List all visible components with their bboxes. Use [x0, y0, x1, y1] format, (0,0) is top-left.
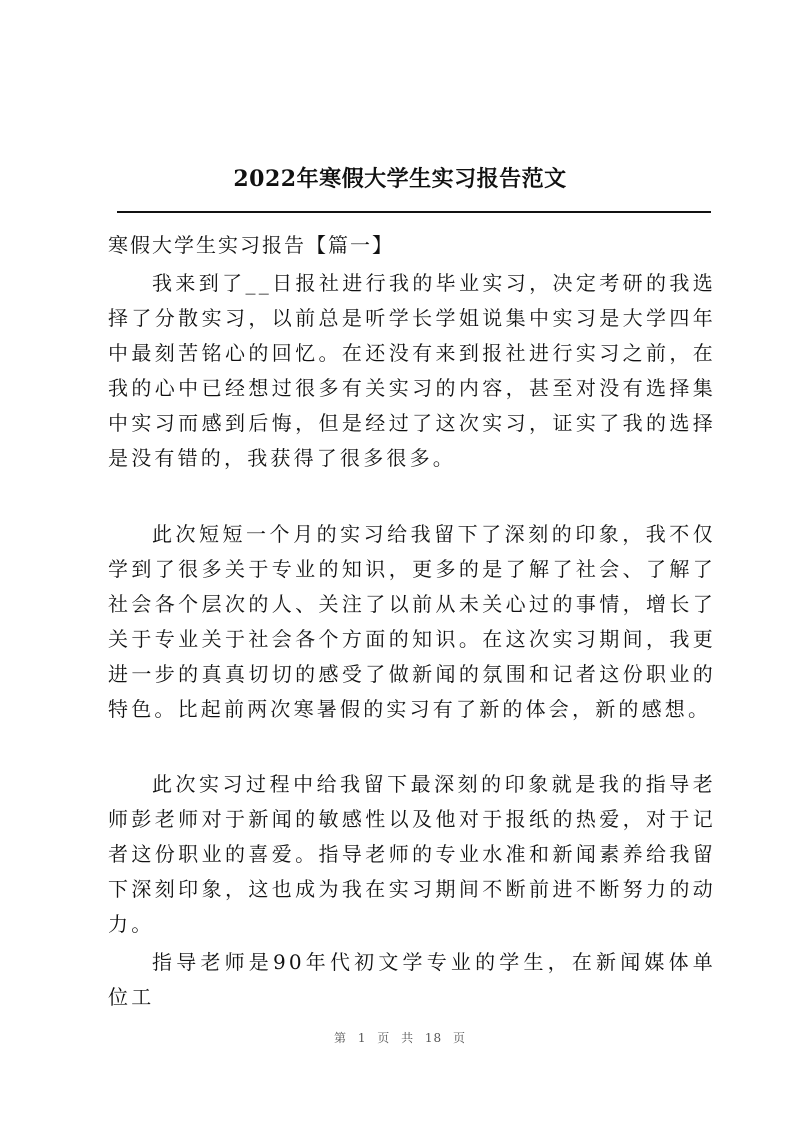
title-underline: [117, 211, 711, 213]
section-heading: 寒假大学生实习报告【篇一】: [108, 233, 394, 257]
body-paragraph: 此次实习过程中给我留下最深刻的印象就是我的指导老师彭老师对于新闻的敏感性以及他对于报纸的热爱，对于记者这份职业的喜爱。指导老师的专业水准和新闻素养给我留下深刻印象，这也成为我在实习期间不断前进不断努力的动力。: [108, 772, 716, 936]
body-paragraph: 我来到了__日报社进行我的毕业实习，决定考研的我选择了分散实习，以前总是听学长学姐说集中实习是大学四年中最刻苦铭心的回忆。在还没有来到报社进行实习之前，在我的心中已经想过很多有关实习的内容，甚至对没有选择集中实习而感到后悔，但是经过了这次实习，证实了我的选择是没有错的，我获得了很多很多。: [108, 271, 716, 470]
body-paragraph: 此次短短一个月的实习给我留下了深刻的印象，我不仅学到了很多关于专业的知识，更多的是了解了社会、了解了社会各个层次的人、关注了以前从未关心过的事情，增长了关于专业关于社会各个方面的知识。在这次实习期间，我更进一步的真真切切的感受了做新闻的氛围和记者这份职业的特色。比起前两次寒暑假的实习有了新的体会，新的感想。: [108, 522, 716, 721]
page-footer: 第 1 页 共 18 页: [334, 1031, 466, 1045]
body-paragraph: 指导老师是90年代初文学专业的学生，在新闻媒体单位工: [108, 950, 716, 1009]
page-title: 2022年寒假大学生实习报告范文: [233, 166, 567, 192]
